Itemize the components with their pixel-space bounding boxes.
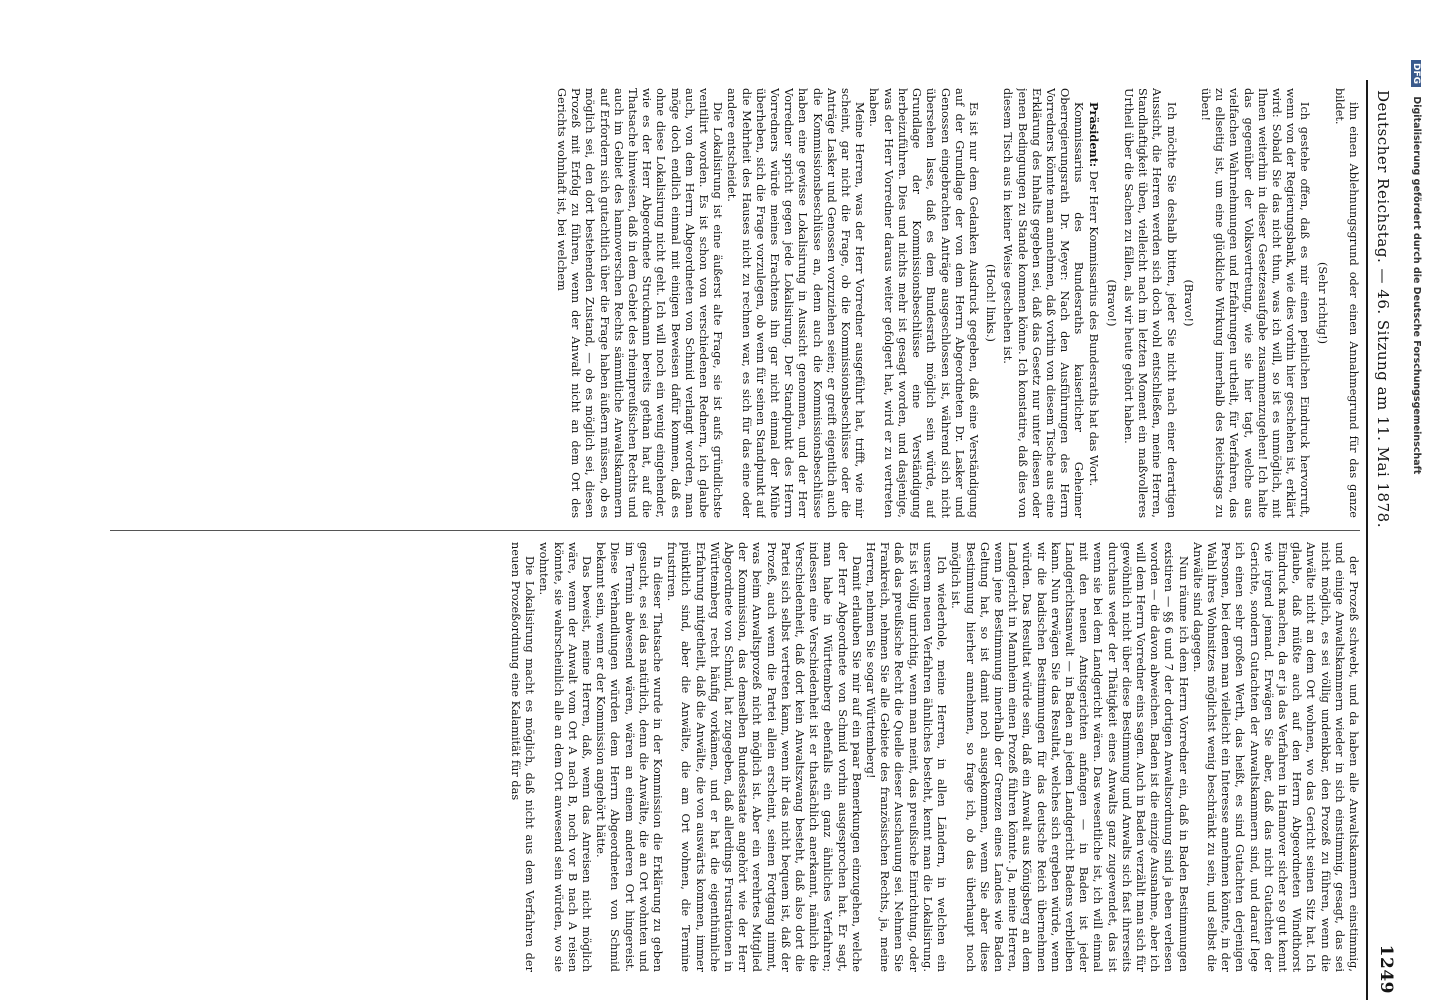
paragraph: Meine Herren, was der Herr Vorredner ausgeführt hat, trifft, wie mir scheint, gar nicht die Frage, ob die Kommissionsbeschlüsse oder die Anträge Lasker und Genossen vorzuziehen seien; er greift eigentlich auch die Kommissionsbeschlüsse an, denn auch die Kommissionsbeschlüsse haben eine gewisse Lokalisirung in Aussicht genommen, und der Herr Vorredner spricht gegen jede Lokalisirung. Der Standpunkt des Herrn Vorredners würde meines Erachtens ihn gar nicht einmal der Mühe überheben, sich die Frage vorzulegen, ob wenn für seinen Standpunkt auf die Mehrheit des Hauses nicht zu rechnen war, es sich für das eine oder andere entscheidet. bbox=[725, 88, 867, 518]
header-rule bbox=[1366, 80, 1368, 1000]
paragraph: Die Lokalisirung ist eine äußerst alte Frage, sie ist aufs gründlichste ventilirt worden. Es ist schon von verschiedenen Rednern, ich glaube auch, von dem Herrn Abgeordneten von Schmid verlangt worden, man möge doch endlich einmal mit einigen Beweisen dafür kommen, daß es ohne diese Lokalisirung nicht geht. Ich will noch ein wenig eingehender, wie es der Herr Abgeordnete Struckmann bereits gethan hat, auf die Thatsache hinweisen, daß in dem Gebiet des rheinpreußischen Rechts und auch im Gebiet des hannoverschen Rechts sämmtliche Anwaltskammern auf Erfordern sich gutachtlich über die Frage haben äußern müssen, ob es möglich sei, den dort bestehenden Zustand, — ob es möglich sei, diesen Prozeß mit Erfolg zu führen, wenn der Anwalt nicht an dem Ort des Gerichts wohnhaft ist, bei welchem bbox=[555, 88, 725, 518]
paragraph: Nun räume ich dem Herrn Vorredner ein, daß in Baden Bestimmungen existiren — §§ 6 und 7 der dortigen Anwaltsordnung sind ja eben verlesen worden — die davon abweichen. Baden ist die einzige Ausnahme, aber ich will dem Herrn Vorredner eins sagen. Auch in Baden verzählt man sich für gewöhnlich nicht über diese Bestimmung und Anwalts sich fast ihrerseits durchaus weder der Thätigkeit eines Anwalts ganz zugewendet, das ist wenn sie bei dem Landgericht wären. Das wesentliche ist, ich will einmal mit den neuen Amtsgerichten anfangen — in Baden ist jeder Landgerichtsanwalt — in Baden an jedem Landgericht Badens verbleiben kann. Nun erwägen Sie das Resultat, welches sich ergeben würde, wenn wir die badischen Bestimmungen für das deutsche Reich übernehmen würden. Das Resultat würde sein, daß ein Anwalt aus Königsberg an dem Landgericht in Mannheim einen Prozeß führen könnte. Ja, meine Herren, wenn jene Bestimmung innerhalb der Grenzen eines Landes wie Baden Geltung hat, so ist damit noch ausgekommen, wenn Sie aber diese Bestimmung hierher annehmen, so frage ich, ob das überhaupt noch möglich ist. bbox=[949, 542, 1190, 972]
paragraph: Damit erlauben Sie mir auf ein paar Bemerkungen einzugehen, welche der Herr Abgeordnete von Schmid vorhin ausgesprochen hat. Er sagt, man habe in Württemberg ebenfalls ein ganz ähnliches Verfahren; indessen eine Verschiedenheit ist er thatsächlich anerkannt, nämlich die Verschiedenheit, daß dort kein Anwaltszwang besteht, daß also dort die Partei sich selbst vertreten kann, wenn ihr das nicht bequem ist, daß der Prozeß, auch wenn die Partei allein erscheint, seinen Fortgang nimmt, was beim Anwaltsprozeß nicht möglich ist. Aber ein verehrtes Mitglied der Kommission, das demselben Bundesstaate angehört wie der Herr Abgeordnete von Schmid, hat zugegeben, daß allerdings Frustrationen in Württemberg recht häufig vorkämen, und er hat die eigenthümliche Erfahrung mitgetheilt, daß die Anwälte, die von auswärts kommen, immer pünktlich sind, aber die Anwälte, die am Ort wohnen, die Termine frustriren. bbox=[665, 542, 863, 972]
interjection: (Sehr richtig!) bbox=[1315, 261, 1329, 345]
paragraph: Ich gestehe offen, daß es mir einen peinlichen Eindruck hervorruft, wenn von der Regierungsbank, wie dies vorhin hier geschehen ist, erklärt wird: Sobald Sie das nicht thun, was ich will, so ist es unmöglich, mit Ihnen weiterhin in dieser Gesetzesaufgabe zusammenzugehen! Ich halte das gegenüber der Volksvertretung, wie sie hier tagt, welche aus vielfachen Wahrnehmungen und Erfahrungen urtheilt, für Verfahren, das zu ellseitig ist, um eine glückliche Wirkung innerhalb des Reichstags zu üben! bbox=[1198, 88, 1312, 518]
text-column-left bbox=[100, 88, 1360, 518]
paragraph: der Prozeß schwebt, und da haben alle Anwaltskammern einstimmig, und einige Anwaltskammern wieder in sich einstimmig, gesagt, das sei nicht möglich, es sei völlig undenkbar, den Prozeß zu führen, wenn die Anwälte nicht an dem Ort wohnen, wo das Gericht seinen Sitz hat. Ich glaube, daß müßte auch auf den Herrn Abgeordneten Windthorst Eindruck machen, da er ja das Verfahren in Hannover sicher so gut kennt wie irgend jemand. Erwägen Sie aber, daß das nicht Gutachten der Gerichte, sondern Gutachten der Anwaltskammern sind, und darauf lege ich einen sehr großen Werth, das heißt, es sind Gutachten derjenigen Personen, bei denen man vielleicht ein Interesse annehmen könnte, in der Wahl ihres Wohnsitzes möglichst wenig beschränkt zu sein, und selbst die Anwälte sind dagegen. bbox=[1190, 542, 1360, 972]
text-column-right bbox=[100, 542, 1360, 972]
running-head: Deutscher Reichstag. — 46. Sitzung am 11. Mai 1878. bbox=[1374, 90, 1392, 528]
speaker-name: Präsident: bbox=[1086, 102, 1101, 168]
paragraph: Ich möchte Sie deshalb bitten, jeder Sie nicht nach einer derartigen Aussicht, die Herren werden sich doch wohl entschließen, meine Herren, Standhaftigkeit üben, vielleicht nach im letzten Moment ein maßvolleres Urtheil über die Sachen zu fällen, als wir heute gehört haben. bbox=[1121, 88, 1178, 518]
interjection: (Hoch! links.) bbox=[984, 264, 998, 342]
page-number: 1249 bbox=[1376, 944, 1396, 994]
dfg-logo: DFG bbox=[1411, 60, 1421, 87]
credit-text: Digitalisierung gefördert durch die Deutsche Forschungsgemeinschaft bbox=[1411, 96, 1422, 475]
rotated-newspaper-page bbox=[100, 80, 1400, 1000]
page-header bbox=[1366, 80, 1400, 1000]
paragraph: Es ist nur dem Gedanken Ausdruck gegeben, daß eine Verständigung auf der Grundlage der von dem Herrn Abgeordneten Dr. Lasker und Genossen eingebrachten Anträge ausgeschlossen ist, während sich nicht übersehen lasse, daß es dem Bundesrath möglich sein würde, auf Grundlage der Kommissionsbeschlüsse eine Verständigung herbeizuführen. Dies und nichts mehr ist gesagt worden, und dasjenige, was der Herr Vorredner daraus weiter gefolgert hat, wird er zu vertreten haben. bbox=[867, 88, 980, 518]
column-divider bbox=[110, 530, 1360, 531]
interjection: (Bravo!) bbox=[1181, 279, 1195, 327]
paragraph: Ich wiederhole, meine Herren, in allen Ländern, in welchen ein unserem neuen Verfahren ähnliches besteht, kennt man die Lokalisirung. Es ist völlig unrichtig, wenn man meint, das preußische Einrichtung, oder daß das preußische Recht die Quelle dieser Auschauung sei. Nehmen Sie Frankreich, nehmen Sie alle Gebiete des französischen Rechts, ja, meine Herren, nehmen Sie sogar Württemberg! bbox=[864, 542, 949, 972]
paragraph: Die Lokalisirung macht es möglich, daß nicht aus dem Verfahren der neuen Prozeßordnung eine Kalamität für das bbox=[509, 542, 537, 972]
digitization-credit bbox=[1402, 60, 1422, 960]
interjection: (Bravo!) bbox=[1104, 279, 1118, 327]
paragraph: Das beweist, meine Herren, daß, wenn das Anreisen nicht möglich wäre, wenn der Anwalt vom Ort A nach B, noch vor B nach A reisen könnte, sie wahrscheinlich alle an dem Ort anwesend sein würden, wo sie wohnten. bbox=[537, 542, 594, 972]
paragraph: ihn einen Ablehnungsgrund oder einen Annahmegrund für das ganze bildet. bbox=[1332, 88, 1360, 518]
paragraph: In dieser Thatsache wurde in der Kommission die Erklärung zu geben gesucht, es sei das natürlich, denn die Anwälte, die an Ort wohnten und im Termin abwesend wären, wären an einem anderen Ort hingereist. Diese Verhandlungen würden dem Herrn Abgeordneten von Schmid bekannt sein, wenn er der Kommission angehört hätte. bbox=[594, 542, 665, 972]
paragraph: Kommissarius des Bundesraths kaiserlicher Geheimer Oberregierungsrath Dr. Meyer: Nach den Ausführungen des Herrn Vorredners könnte man annehmen, daß vorhin von diesem Tische aus eine Erklärung des Inhalts gegeben sei, daß das Gesetz nur unter diesen oder jenen Bedingungen zu Stande kommen könne. Ich konstatire, daß dies von diesem Tisch aus in keiner Weise geschehen ist. bbox=[1001, 88, 1086, 518]
speaker-paragraph: Präsident: Der Herr Kommissarius des Bundesraths hat das Wort. bbox=[1086, 102, 1101, 487]
